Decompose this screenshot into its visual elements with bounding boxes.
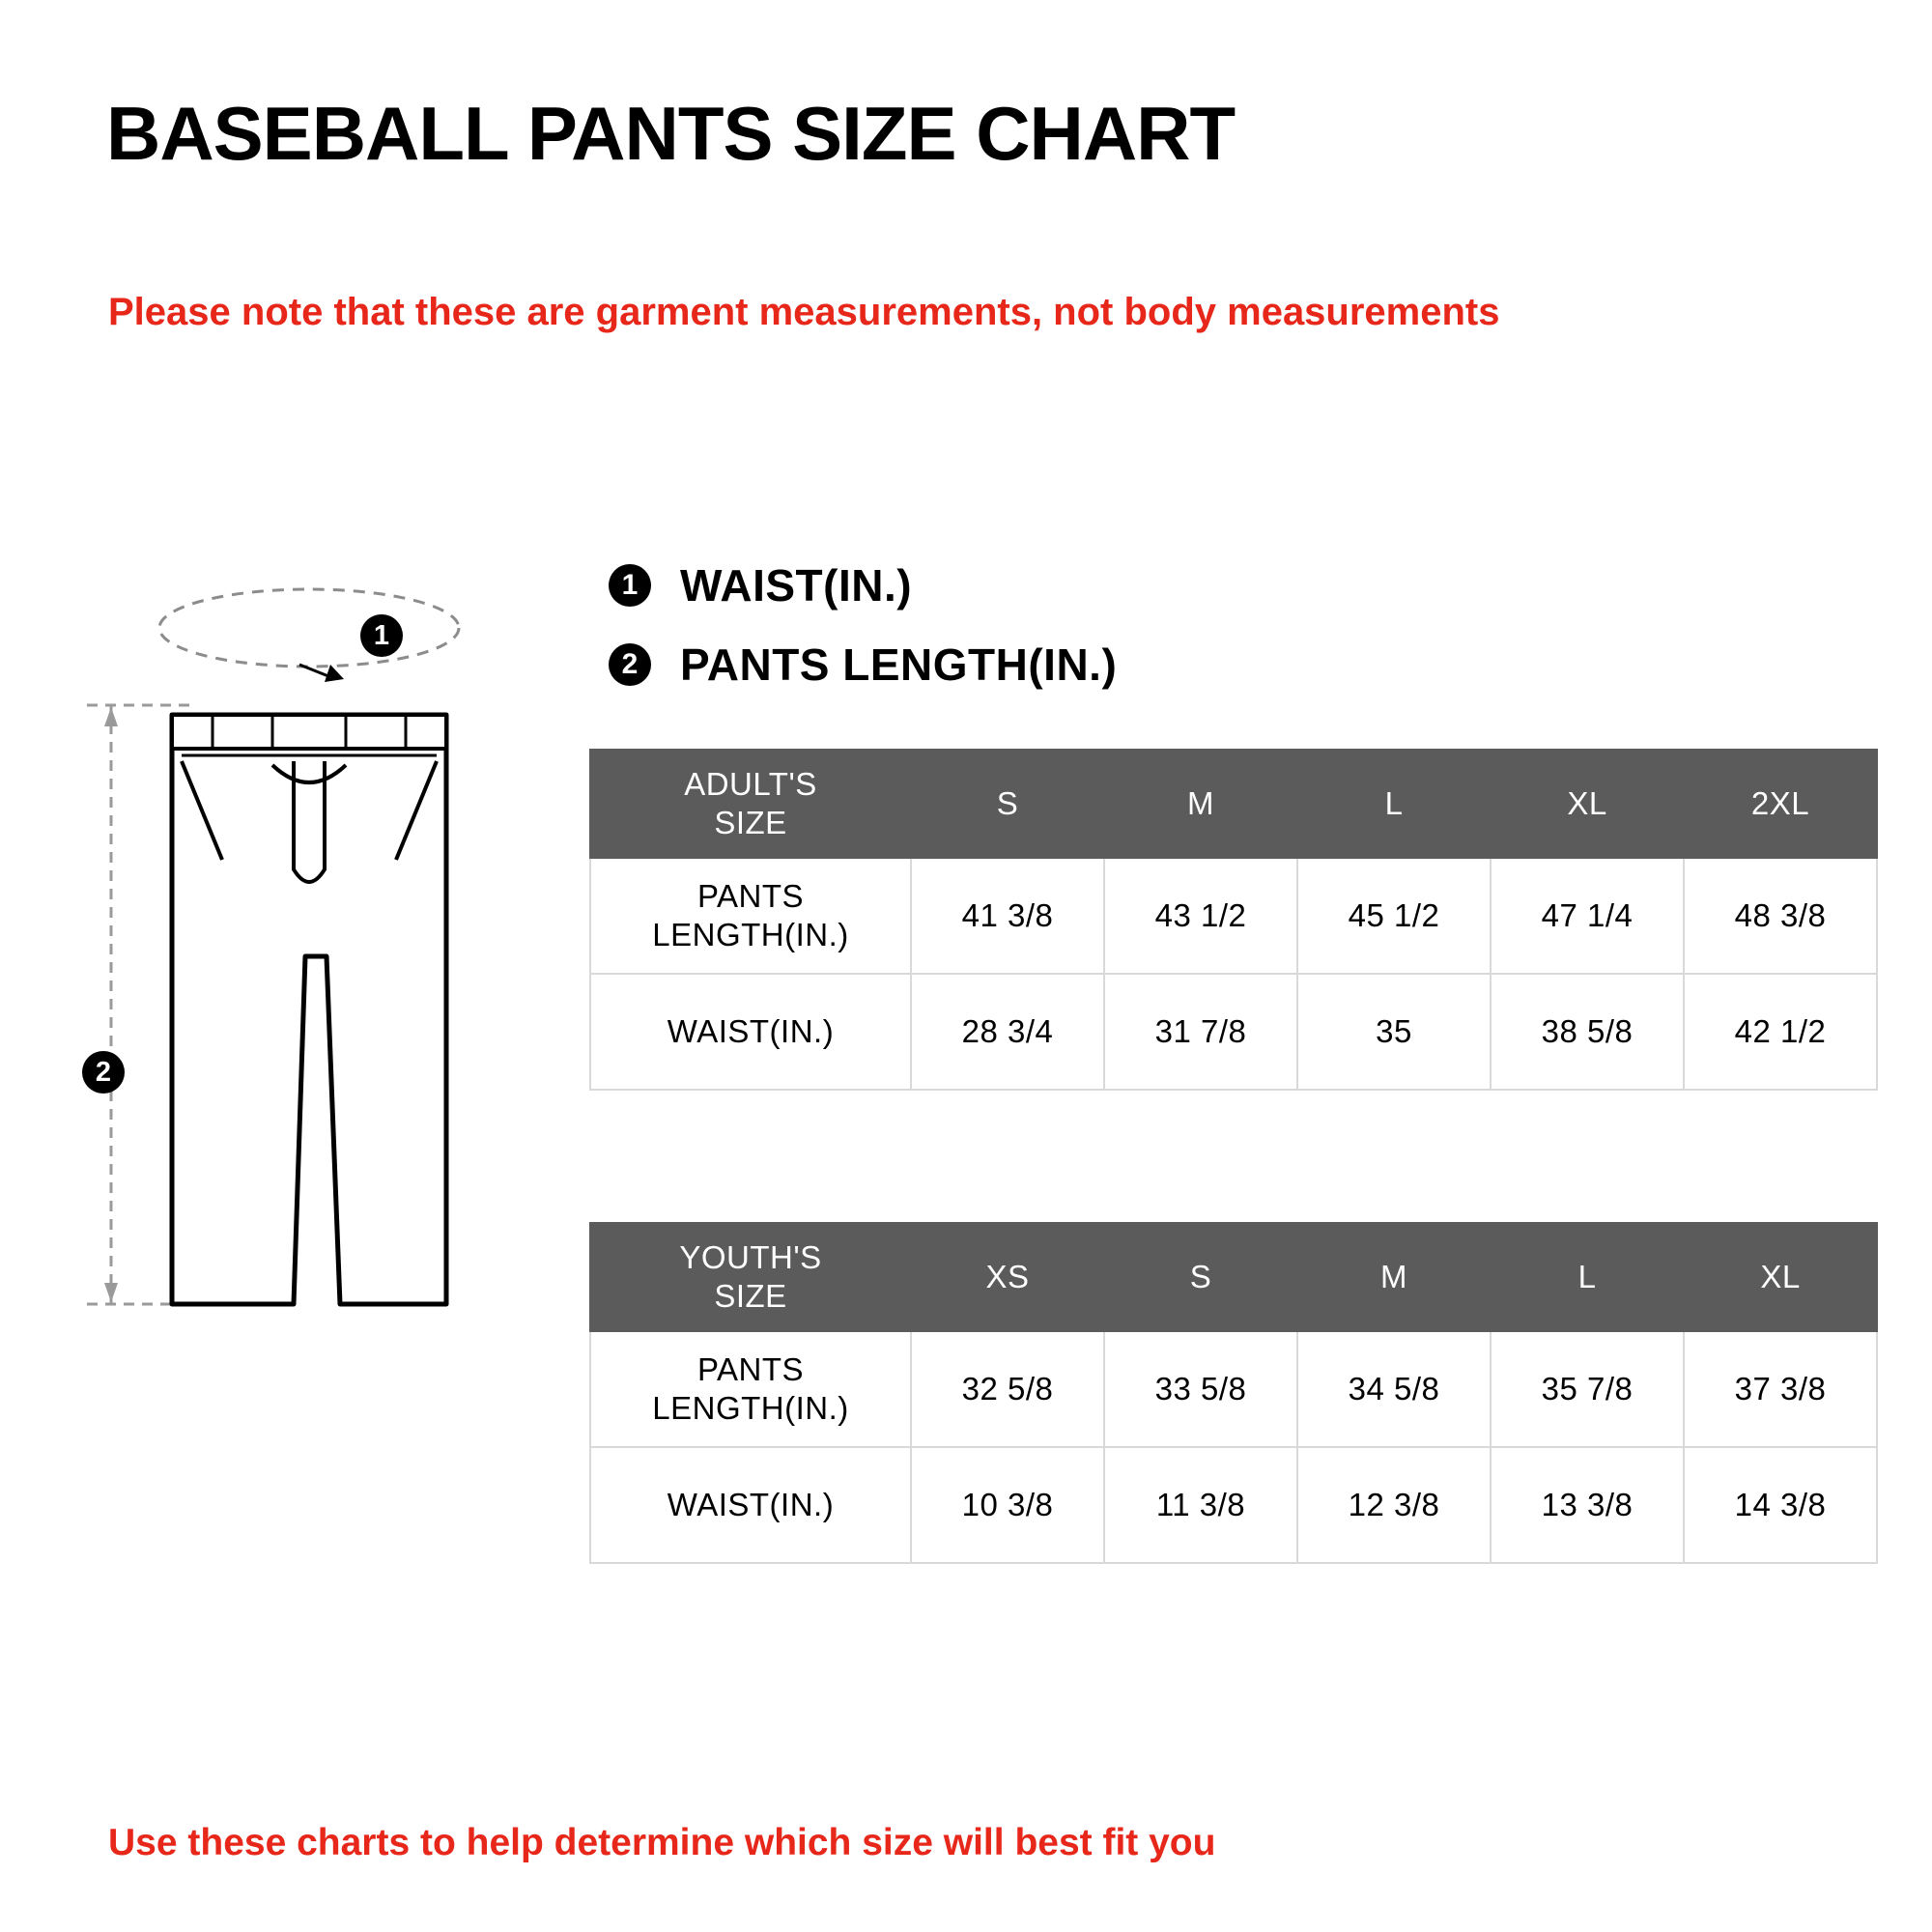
youth-waist-xl: 14 3/8 — [1684, 1447, 1877, 1563]
legend-label-waist: WAIST(IN.) — [680, 560, 913, 611]
youth-col-m: M — [1297, 1223, 1491, 1331]
legend-badge-2: 2 — [609, 643, 651, 686]
footer-note: Use these charts to help determine which size will best fit you — [108, 1822, 1216, 1863]
table-row — [590, 1331, 1877, 1447]
adult-col-xl: XL — [1491, 750, 1684, 858]
table-row — [590, 1447, 1877, 1563]
legend-item-waist — [609, 546, 1478, 625]
adult-size-header — [590, 750, 911, 858]
youth-size-header-line2: SIZE — [714, 1278, 787, 1314]
youth-pants-length-l: 35 7/8 — [1491, 1331, 1684, 1447]
youth-waist-s: 11 3/8 — [1104, 1447, 1297, 1563]
adult-pants-length-s: 41 3/8 — [911, 858, 1104, 974]
youth-pants-length-xl: 37 3/8 — [1684, 1331, 1877, 1447]
youth-size-table — [589, 1222, 1878, 1564]
youth-pants-length-xs: 32 5/8 — [911, 1331, 1104, 1447]
adult-pants-length-xl: 47 1/4 — [1491, 858, 1684, 974]
adult-row-label-pants-length — [590, 858, 911, 974]
adult-size-header-line1: ADULT'S — [684, 765, 817, 802]
adult-waist-2xl: 42 1/2 — [1684, 974, 1877, 1090]
adult-size-header-line2: SIZE — [714, 805, 787, 840]
adult-col-l: L — [1297, 750, 1491, 858]
adult-waist-s: 28 3/4 — [911, 974, 1104, 1090]
adult-row-label-line1: PANTS — [696, 878, 805, 915]
diagram-length-badge: 2 — [82, 1051, 125, 1094]
adult-col-2xl: 2XL — [1684, 750, 1877, 858]
adult-row-label-line2: LENGTH(IN.) — [652, 917, 849, 952]
page-title: BASEBALL PANTS SIZE CHART — [106, 91, 1236, 176]
youth-size-header-line1: YOUTH'S — [679, 1238, 822, 1275]
youth-col-l: L — [1491, 1223, 1684, 1331]
adult-row-label-waist: WAIST(IN.) — [590, 974, 911, 1090]
adult-size-table — [589, 749, 1878, 1091]
youth-pants-length-m: 34 5/8 — [1297, 1331, 1491, 1447]
diagram-waist-badge: 1 — [360, 614, 403, 657]
table-row — [590, 974, 1877, 1090]
adult-waist-xl: 38 5/8 — [1491, 974, 1684, 1090]
youth-waist-m: 12 3/8 — [1297, 1447, 1491, 1563]
table-header-row — [590, 1223, 1877, 1331]
legend — [609, 546, 1478, 704]
table-header-row — [590, 750, 1877, 858]
youth-row-label-pants-length — [590, 1331, 911, 1447]
youth-row-label-line2: LENGTH(IN.) — [652, 1390, 849, 1426]
youth-col-s: S — [1104, 1223, 1297, 1331]
youth-size-header — [590, 1223, 911, 1331]
youth-waist-xs: 10 3/8 — [911, 1447, 1104, 1563]
pants-diagram-svg — [68, 541, 570, 1352]
youth-row-label-line1: PANTS — [696, 1351, 805, 1388]
youth-row-label-waist: WAIST(IN.) — [590, 1447, 911, 1563]
legend-badge-1: 1 — [609, 564, 651, 607]
adult-waist-l: 35 — [1297, 974, 1491, 1090]
youth-col-xs: XS — [911, 1223, 1104, 1331]
adult-pants-length-2xl: 48 3/8 — [1684, 858, 1877, 974]
youth-pants-length-s: 33 5/8 — [1104, 1331, 1297, 1447]
youth-col-xl: XL — [1684, 1223, 1877, 1331]
table-row — [590, 858, 1877, 974]
adult-pants-length-l: 45 1/2 — [1297, 858, 1491, 974]
adult-pants-length-m: 43 1/2 — [1104, 858, 1297, 974]
garment-measurement-note: Please note that these are garment measurements, not body measurements — [108, 291, 1500, 333]
adult-waist-m: 31 7/8 — [1104, 974, 1297, 1090]
adult-col-s: S — [911, 750, 1104, 858]
legend-item-pants-length — [609, 625, 1478, 704]
youth-waist-l: 13 3/8 — [1491, 1447, 1684, 1563]
adult-col-m: M — [1104, 750, 1297, 858]
pants-diagram — [68, 541, 570, 1352]
legend-label-pants-length: PANTS LENGTH(IN.) — [680, 639, 1118, 690]
